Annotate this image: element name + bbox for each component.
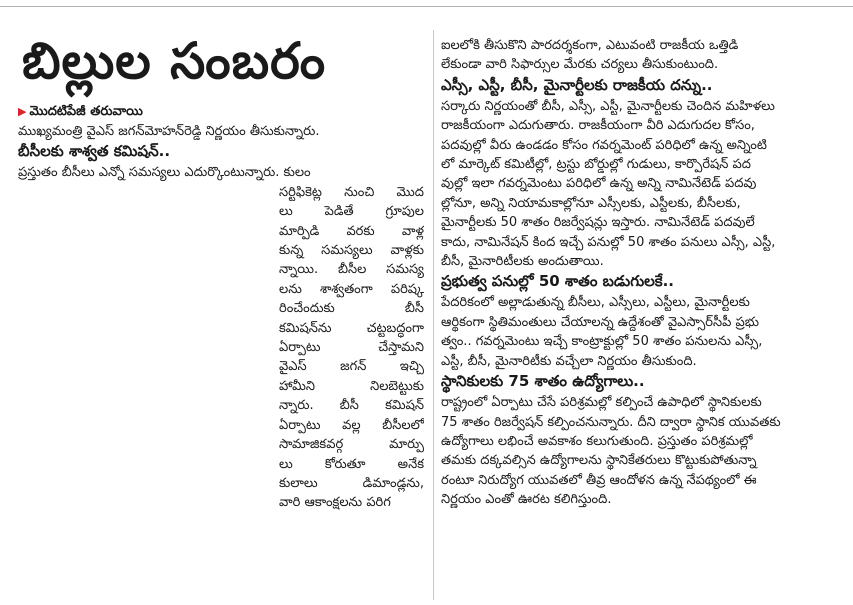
- column-divider: [433, 30, 434, 600]
- narrow-line: సామాజికవర్గ మార్పు: [279, 437, 424, 453]
- subhead-local-jobs: స్థానికులకు 75 శాతం ఉద్యోగాలు..: [441, 372, 645, 391]
- body-line: ఐలలోకి తీసుకొని పారదర్శకంగా, ఎటువంటి రాజకీయ ఒత్తిడి: [441, 38, 739, 53]
- body-line: ఎస్టీ, బీసీ, మైనారిటీకు వచ్చేలా నిర్ణయం తీసుకుంది.: [441, 353, 697, 369]
- headline: బిల్లుల సంబరం: [22, 32, 327, 90]
- narrow-line: వారి ఆకాంక్షలను పరిగ: [279, 495, 391, 511]
- narrow-line: కులాలు డిమాండ్లను,: [279, 475, 424, 491]
- paragraph-full-width: ప్రస్తుతం బీసీలు ఎన్నో సమస్యలు ఎదుర్కొంటున్నారు. కులం: [18, 165, 311, 181]
- body-line: ఉద్యోగాలు లభించే అవకాశం కలుగుతుంది. ప్రస్తుతం పరిశ్రమల్లో: [441, 433, 753, 449]
- body-line: రాజకీయంగా ఎదుగుతారు. రాజకీయంగా వీరి ఎదుగుదల కోసం,: [441, 118, 755, 134]
- narrow-line: లు పెడితే గ్రూపుల: [279, 204, 424, 220]
- body-line: మైనార్టీలకు 50 శాతం రిజర్వేషన్లు ఇస్తారు. నామినేటెడ్ పదవులే: [441, 215, 755, 231]
- body-line: తమకు దక్కవల్సిన ఉద్యోగాలను స్థానికేతరులు కొట్టుకుపోతున్నా: [441, 453, 757, 469]
- body-line: పేదరికంలో అల్లాడుతున్న బీసీలు, ఎస్సీలు, ఎస్టీలు, మైనార్టీలకు: [441, 295, 750, 311]
- body-line: లేకుండా వారి సిఫార్సుల మేరకు చర్యలు తీసుకుంటుంది.: [441, 57, 719, 73]
- subhead-political-support: ఎస్సీ, ఎస్టీ, బీసీ, మైనార్టీలకు రాజకీయ దన్ను..: [441, 75, 713, 94]
- body-line: రంటూ నిరుద్యోగ యువతలో తీవ్ర ఆందోళన ఉన్న నేపథ్యంలో ఈ: [441, 472, 757, 488]
- subhead-bc-commission: బీసీలకు శాశ్వత కమిషన్..: [18, 142, 171, 161]
- narrow-line: న్నాయి. బీసీల సమస్య: [279, 262, 424, 278]
- right-column: [441, 36, 845, 510]
- narrow-line: మార్పిడి వరకు వాళ్ల: [279, 223, 424, 239]
- jump-label: మొదటిపేజీ తరువాయి: [29, 104, 143, 119]
- body-line: త్వం.. గవర్నమెంటు ఇచ్చే కాంట్రాక్టుల్లో 50 శాతం పనులను ఎస్సీ,: [441, 334, 763, 350]
- narrow-text-column: [279, 183, 424, 513]
- body-line: రాష్ట్రంలో ఏర్పాటు చేసే పరిశ్రమల్లో కల్పించే ఉపాధిలో స్థానికులకు: [441, 395, 762, 411]
- top-rule: [0, 6, 853, 7]
- body-line: కాదు, నామినేషన్ కింద ఇచ్చే పనుల్లో 50 శాతం పనులు ఎస్సీ, ఎస్టీ,: [441, 234, 776, 250]
- left-column: [18, 28, 424, 513]
- body-line: ల్లోనూ, అన్ని నియామకాల్లోనూ ఎస్సీలకు, ఎస్టీలకు, బీసీలకు,: [441, 195, 741, 211]
- narrow-line: ఏర్పాటు వల్ల బీసీలలో: [279, 417, 424, 433]
- narrow-line: న్నారు. బీసీ కమిషన్: [279, 398, 424, 414]
- narrow-line: లు కోరుతూ అనేక: [279, 456, 424, 472]
- body-line: 75 శాతం రిజర్వేషన్ కల్పించనున్నారు. దీని ద్వారా స్థానిక యువతకు: [441, 414, 781, 430]
- triangle-arrow-icon: ▶: [18, 105, 27, 118]
- narrow-line: ఏర్పాటు చేస్తామని: [279, 340, 424, 356]
- narrow-line: కమిషన్‌ను చట్టబద్ధంగా: [279, 320, 424, 336]
- body-line: పదవుల్లో వీరు ఉండడం కోసం గవర్నమెంట్ పరిధిలో ఉన్న అన్నింటి: [441, 137, 767, 153]
- continued-from-front-page: [18, 102, 424, 122]
- body-line: వుల్లో ఇలా గవర్నమెంటు పరిధిలో ఉన్న అన్ని నామినేటెడ్ పదవు: [441, 176, 757, 192]
- body-line: ఆర్థికంగా స్థితిమంతులు చేయాలన్న ఉద్దేశంతో వైఎస్సార్‌సీపీ ప్రభు: [441, 314, 760, 330]
- narrow-line: సర్టిఫికెట్ల నుంచి మొద: [279, 184, 424, 200]
- body-line: నిర్ణయం ఎంతో ఊరట కలిగిస్తుంది.: [441, 492, 612, 508]
- narrow-line: లను శాశ్వతంగా పరిష్క: [279, 281, 424, 297]
- body-line: లో మార్కెట్ కమిటీల్లో, ట్రస్టు బోర్డుల్లో గుడులు, కార్పొరేషన్ పద: [441, 157, 751, 173]
- intro-line: ముఖ్యమంత్రి వైఎస్ జగన్‌మోహన్‌రెడ్డి నిర్ణయం తీసుకున్నారు.: [18, 124, 320, 139]
- body-line: బీసీ, మైనారిటీలకు అందుతాయి.: [441, 254, 604, 270]
- narrow-line: కున్న సమస్యలు వాళ్లకు: [279, 243, 424, 259]
- narrow-line: వైఎస్ జగన్ ఇచ్చి: [279, 359, 424, 375]
- narrow-line: హామీని నిలబెట్టుకు: [279, 378, 424, 394]
- subhead-government-works: ప్రభుత్వ పనుల్లో 50 శాతం బడుగులకే..: [441, 272, 674, 291]
- body-line: సర్కారు నిర్ణయంతో బీసీ, ఎస్సీ, ఎస్టీ, మైనార్టీలకు చెందిన మహిళలు: [441, 98, 775, 114]
- narrow-line: రించేందుకు బీసీ: [279, 301, 424, 317]
